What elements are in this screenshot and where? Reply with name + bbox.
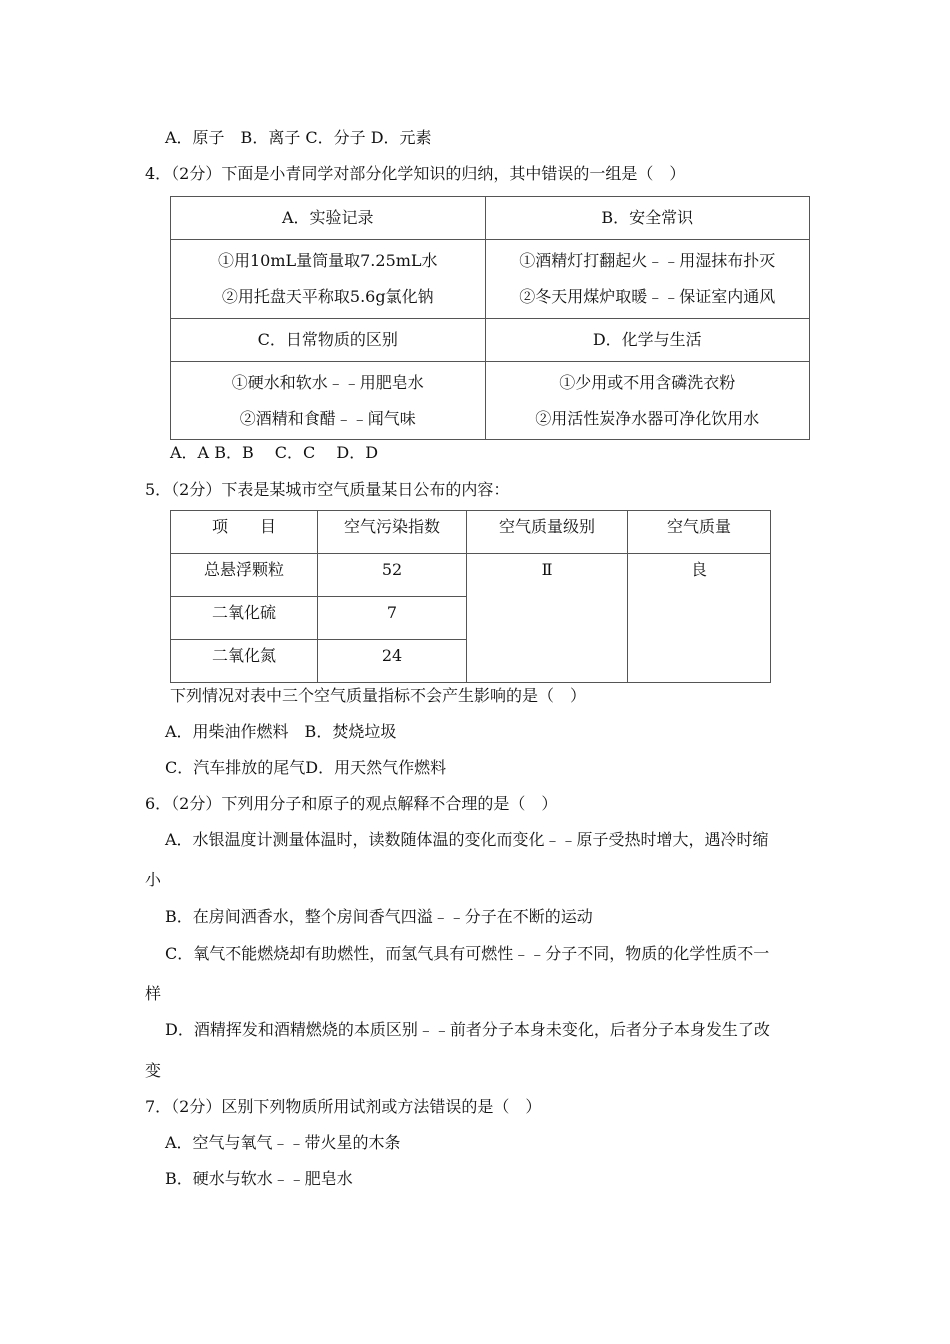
q5-stem: 5．（2分）下表是某城市空气质量某日公布的内容： bbox=[145, 480, 510, 499]
q5-header-index: 空气污染指数 bbox=[318, 511, 467, 554]
q4-stem: 4．（2分）下面是小青同学对部分化学知识的归纳，其中错误的一组是（ ） bbox=[145, 164, 686, 183]
q6-option-c-line2: 样 bbox=[145, 984, 162, 1003]
q3-options: A．原子 B．离子 C．分子 D．元素 bbox=[165, 128, 432, 147]
q4-cell-a-title: A．实验记录 bbox=[171, 197, 486, 240]
q5-question: 下列情况对表中三个空气质量指标不会产生影响的是（ ） bbox=[170, 686, 587, 705]
q4-c-line2: ②酒精和食醋﹣﹣闻气味 bbox=[239, 409, 416, 428]
q4-options: A．A B．B C．C D．D bbox=[170, 443, 379, 462]
q5-row3-item: 二氧化氮 bbox=[171, 640, 318, 683]
q4-a-line1: ①用10mL量筒量取7.25mL水 bbox=[217, 251, 438, 270]
q5-header-level: 空气质量级别 bbox=[467, 511, 628, 554]
q5-row1-index: 52 bbox=[318, 554, 467, 597]
q4-b-line2: ②冬天用煤炉取暖﹣﹣保证室内通风 bbox=[519, 287, 776, 306]
q4-cell-c-body bbox=[171, 362, 486, 440]
q5-options-cd: C．汽车排放的尾气D．用天然气作燃料 bbox=[165, 758, 447, 777]
q4-b-line1: ①酒精灯打翻起火﹣﹣用湿抹布扑灭 bbox=[519, 251, 776, 270]
q7-stem: 7．（2分）区别下列物质所用试剂或方法错误的是（ ） bbox=[145, 1097, 542, 1116]
q5-header-quality: 空气质量 bbox=[628, 511, 771, 554]
q4-d-line2: ②用活性炭净水器可净化饮用水 bbox=[535, 409, 760, 428]
q5-row3-index: 24 bbox=[318, 640, 467, 683]
q4-cell-b-body bbox=[485, 240, 809, 319]
q4-cell-d-body bbox=[485, 362, 809, 440]
q4-cell-a-body bbox=[171, 240, 486, 319]
q7-option-b: B．硬水与软水﹣﹣肥皂水 bbox=[165, 1169, 353, 1188]
q5-row2-item: 二氧化硫 bbox=[171, 597, 318, 640]
q6-option-d-line1: D．酒精挥发和酒精燃烧的本质区别﹣﹣前者分子本身未变化，后者分子本身发生了改 bbox=[165, 1020, 770, 1039]
q6-option-b: B．在房间洒香水，整个房间香气四溢﹣﹣分子在不断的运动 bbox=[165, 907, 593, 926]
q4-cell-b-title: B．安全常识 bbox=[485, 197, 809, 240]
q6-option-c-line1: C．氧气不能燃烧却有助燃性，而氢气具有可燃性﹣﹣分子不同，物质的化学性质不一 bbox=[165, 944, 770, 963]
q4-d-line1: ①少用或不用含磷洗衣粉 bbox=[559, 373, 736, 392]
q6-option-a-line2: 小 bbox=[145, 870, 162, 889]
q6-option-d-line2: 变 bbox=[145, 1061, 162, 1080]
q4-cell-c-title: C．日常物质的区别 bbox=[171, 319, 486, 362]
q5-header-item: 项 目 bbox=[171, 511, 318, 554]
q6-stem: 6．（2分）下列用分子和原子的观点解释不合理的是（ ） bbox=[145, 794, 558, 813]
q4-c-line1: ①硬水和软水﹣﹣用肥皂水 bbox=[231, 373, 424, 392]
q6-option-a-line1: A．水银温度计测量体温时，读数随体温的变化而变化﹣﹣原子受热时增大，遇冷时缩 bbox=[165, 830, 769, 849]
q4-cell-d-title: D．化学与生活 bbox=[485, 319, 809, 362]
q5-level: Ⅱ bbox=[467, 554, 628, 683]
q5-row2-index: 7 bbox=[318, 597, 467, 640]
q5-row1-item: 总悬浮颗粒 bbox=[171, 554, 318, 597]
q5-quality: 良 bbox=[628, 554, 771, 683]
q5-table bbox=[170, 510, 771, 683]
q4-table bbox=[170, 196, 810, 440]
q7-option-a: A．空气与氧气﹣﹣带火星的木条 bbox=[165, 1133, 401, 1152]
q5-options-ab: A．用柴油作燃料 B．焚烧垃圾 bbox=[165, 722, 397, 741]
q4-a-line2: ②用托盘天平称取5.6g氯化钠 bbox=[221, 287, 434, 306]
